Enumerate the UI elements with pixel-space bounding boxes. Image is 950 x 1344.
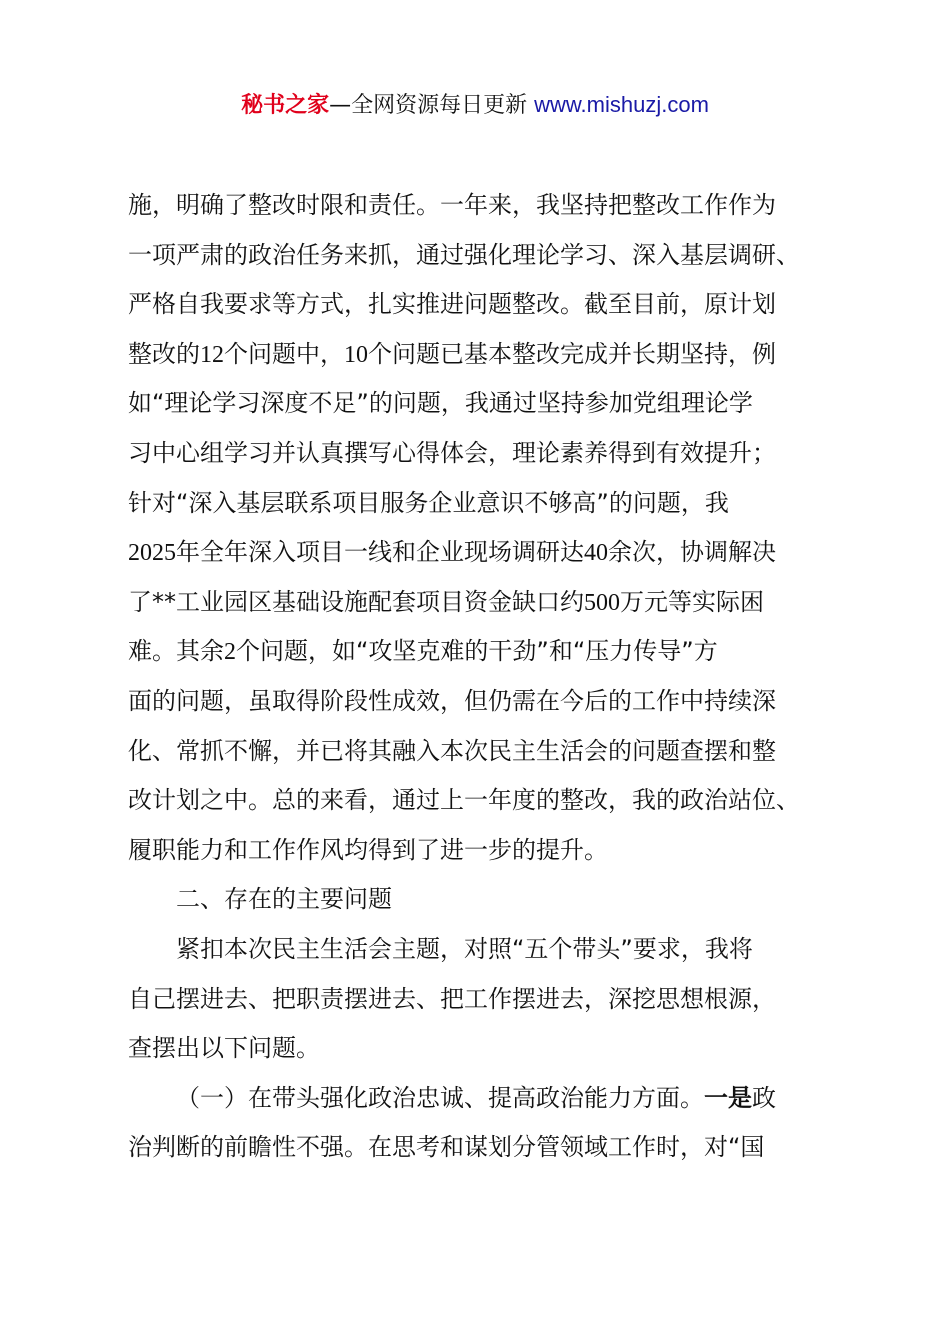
body-line: 难。其余2个问题，如“攻坚克难的干劲”和“压力传导”方 [128, 637, 718, 666]
body-line: 2025年全年深入项目一线和企业现场调研达40余次，协调解决 [128, 538, 776, 567]
number-text: 500 [584, 589, 620, 616]
body-line: 施，明确了整改时限和责任。一年来，我坚持把整改工作作为 [128, 191, 776, 219]
section-heading: 二、存在的主要问题 [176, 885, 392, 914]
body-line: 治判断的前瞻性不强。在思考和谋划分管领域工作时，对“国 [128, 1133, 765, 1162]
body-line: 严格自我要求等方式，扎实推进问题整改。截至目前，原计划 [128, 290, 776, 319]
number-text: 40 [584, 540, 608, 567]
body-line: 自己摆进去、把职责摆进去、把工作摆进去，深挖思想根源， [128, 984, 776, 1013]
body-line: 紧扣本次民主生活会主题，对照“五个带头”要求，我将 [176, 934, 753, 963]
body-line: 整改的12个问题中，10个问题已基本整改完成并长期坚持，例 [128, 339, 776, 368]
number-text: 2 [224, 639, 236, 666]
body-line: 一项严肃的政治任务来抓，通过强化理论学习、深入基层调研、 [128, 240, 800, 269]
body-line: 了**工业园区基础设施配套项目资金缺口约500万元等实际困 [128, 587, 764, 616]
body-line: 习中心组学习并认真撰写心得体会，理论素养得到有效提升； [128, 438, 776, 467]
body-text: 政 [752, 1083, 776, 1112]
header-brand: 秘书之家 [241, 93, 330, 118]
header-site-url[interactable]: www.mishuzj.com [534, 92, 709, 117]
body-line: 改计划之中。总的来看，通过上一年度的整改，我的政治站位、 [128, 786, 800, 815]
subsection-line [128, 1074, 838, 1124]
header-slogan: —全网资源每日更新 [329, 93, 528, 118]
page-header [0, 88, 950, 123]
subsection-title: （一）在带头强化政治忠诚、提高政治能力方面。 [176, 1083, 704, 1112]
number-text: 10 [344, 341, 368, 368]
body-line: 查摆出以下问题。 [128, 1034, 320, 1063]
body-line: 化、常抓不懈，并已将其融入本次民主生活会的问题查摆和整 [128, 736, 776, 765]
body-line: 履职能力和工作作风均得到了进一步的提升。 [128, 835, 608, 864]
point-marker: 一是 [704, 1083, 752, 1112]
body-line: 针对“深入基层联系项目服务企业意识不够高”的问题，我 [128, 488, 729, 517]
number-text: 12 [200, 341, 224, 368]
number-text: 2025 [128, 540, 176, 567]
body-line: 如“理论学习深度不足”的问题，我通过坚持参加党组理论学 [128, 389, 753, 418]
body-line: 面的问题，虽取得阶段性成效，但仍需在今后的工作中持续深 [128, 686, 776, 715]
document-body [128, 181, 838, 1173]
